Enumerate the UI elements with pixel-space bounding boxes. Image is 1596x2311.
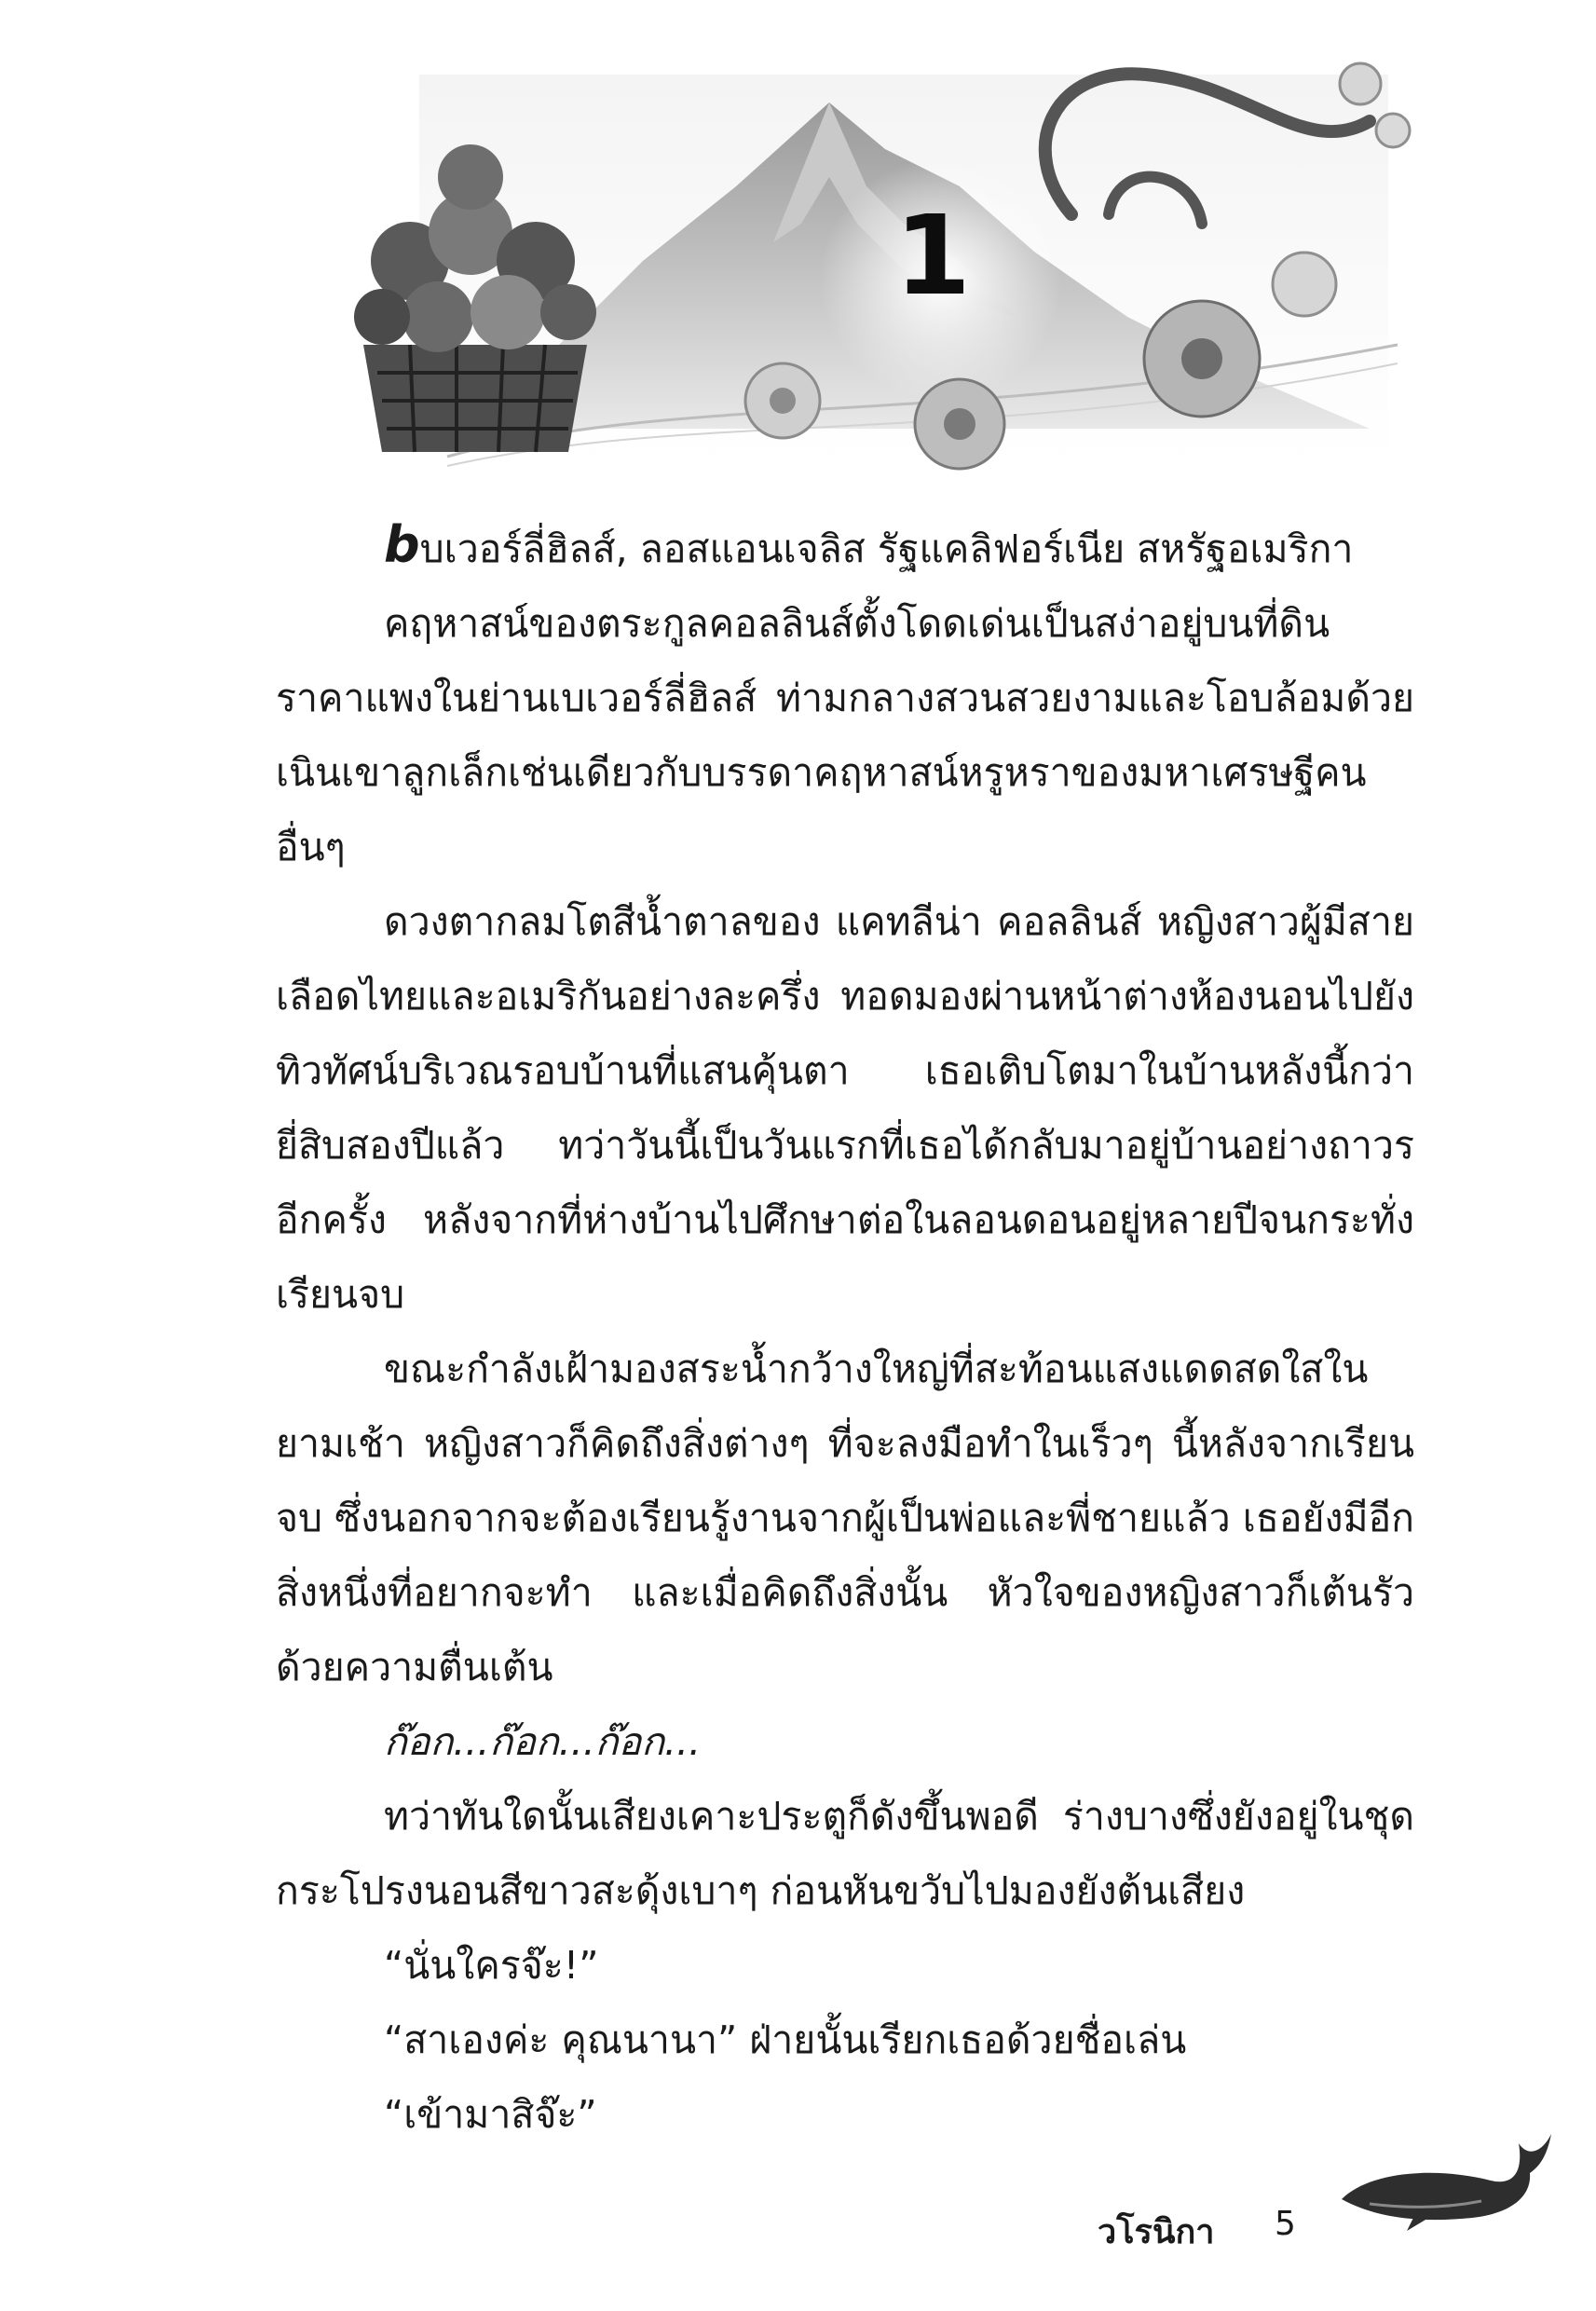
paragraph: ดวงตากลมโตสีน้ำตาลของ แคทลีน่า คอลลินส์ หญิงสาวผู้มีสายเลือดไทยและอเมริกันอย่างละครึ่ง ทอดมองผ่านหน้าต่างห้องนอนไปยังทิวทัศน์บริเวณรอบบ้านที่แสนคุ้นตา เธอเติบโตมาในบ้านหลังนี้กว่ายี่สิบสองปีแล้ว ทว่าวันนี้เป็นวันแรกที่เธอได้กลับมาอยู่บ้านอย่างถาวรอีกครั้ง หลังจากที่ห่างบ้านไปศึกษาต่อในลอนดอนอยู่หลายปีจนกระทั่งเรียนจบ	[276, 899, 1414, 1317]
chapter-body	[276, 508, 1414, 2152]
dialogue-line: “เข้ามาสิจ๊ะ”	[384, 2092, 597, 2137]
page-number: 5	[1275, 2205, 1296, 2243]
running-footer-label: วโรนิกา	[1098, 2213, 1215, 2251]
paragraph: คฤหาสน์ของตระกูลคอลลินส์ตั้งโดดเด่นเป็นสง่าอยู่บนที่ดินราคาแพงในย่านเบเวอร์ลี่ฮิลส์ ท่ามกลางสวนสวยงามและโอบล้อมด้วยเนินเขาลูกเล็กเช่นเดียวกับบรรดาคฤหาสน์หรูหราของมหาเศรษฐีคนอื่นๆ	[276, 601, 1414, 869]
chapter-number: 1	[894, 191, 972, 320]
drop-cap: b	[384, 515, 420, 574]
dialogue-line: “นั่นใครจ๊ะ!”	[384, 1943, 599, 1988]
whale-icon	[1332, 2115, 1556, 2236]
location-line: bบเวอร์ลี่ฮิลส์, ลอสแอนเจลิส รัฐแคลิฟอร์เนีย สหรัฐอเมริกา	[384, 515, 1354, 574]
dialogue-line: “สาเองค่ะ คุณนานา” ฝ่ายนั้นเรียกเธอด้วยชื่อเล่น	[384, 2017, 1187, 2062]
knocking-sound: ก๊อก...ก๊อก...ก๊อก...	[384, 1719, 702, 1764]
paragraph: ขณะกำลังเฝ้ามองสระน้ำกว้างใหญ่ที่สะท้อนแสงแดดสดใสในยามเช้า หญิงสาวก็คิดถึงสิ่งต่างๆ ที่จะลงมือทำในเร็วๆ นี้หลังจากเรียนจบ ซึ่งนอกจากจะต้องเรียนรู้งานจากผู้เป็นพ่อและพี่ชายแล้ว เธอยังมีอีกสิ่งหนึ่งที่อยากจะทำ และเมื่อคิดถึงสิ่งนั้น หัวใจของหญิงสาวก็เต้นรัวด้วยความตื่นเต้น	[276, 1347, 1414, 1689]
paragraph: ทว่าทันใดนั้นเสียงเคาะประตูก็ดังขึ้นพอดี ร่างบางซึ่งยังอยู่ในชุดกระโปรงนอนสีขาวสะดุ้งเบาๆ ก่อนหันขวับไปมองยังต้นเสียง	[276, 1794, 1414, 1913]
chapter-header-illustration	[307, 37, 1416, 485]
